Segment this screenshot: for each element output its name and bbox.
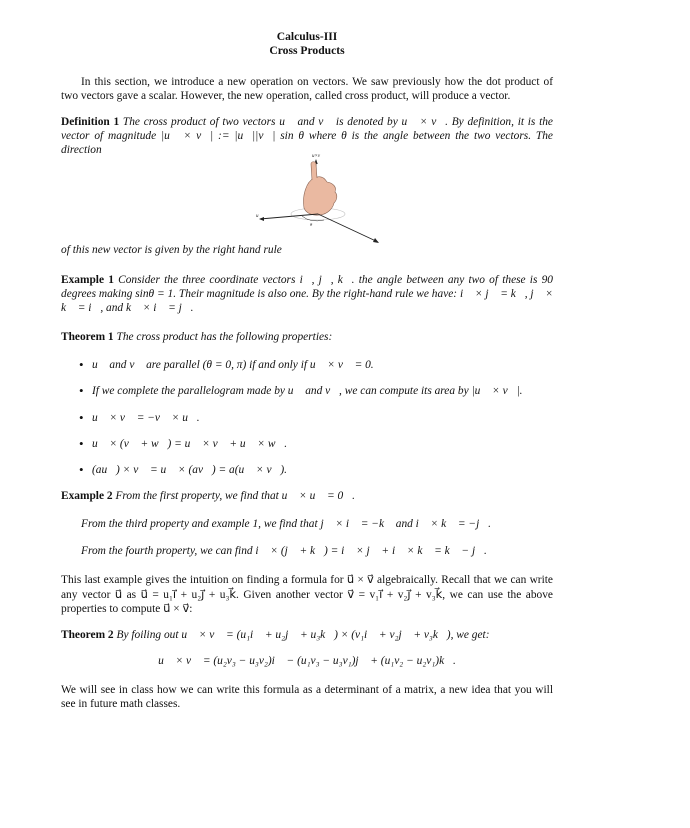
example-1-label: Example 1: [61, 273, 114, 286]
figure-label-uxv: u×v: [311, 154, 321, 159]
property-item: • u⃗ × v⃗ = −v⃗ × u⃗.: [61, 411, 553, 425]
definition-label: Definition 1: [61, 115, 120, 128]
property-item: • u⃗ × (v⃗ + w⃗) = u⃗ × v⃗ + u⃗ × w⃗.: [61, 437, 553, 451]
example-2-line-2: From the third property and example 1, we find that j⃗ × i⃗ = −k⃗ and i⃗ × k⃗ = −j⃗.: [81, 517, 491, 530]
example-2-line-3: From the fourth property, we can find i⃗ × (j⃗ + k⃗) = i⃗ × j⃗ + i⃗ × k⃗ = k⃗ − j⃗.: [81, 545, 487, 558]
figure-label-u: u: [256, 214, 259, 219]
definition-body: The cross product of two vectors u⃗ and v⃗ is denoted by u⃗ × v⃗. By definition, it is the vector of magnitude |u⃗ × v⃗| := |u⃗||v⃗| sin θ where θ is the angle between the two vectors. The direction: [61, 115, 553, 157]
closing-paragraph: We will see in class how we can write this formula as a determinant of a matrix, a new idea that you will see in future math classes.: [61, 683, 553, 711]
property-item: • If we complete the parallelogram made by u⃗ and v⃗, we can compute its area by |u⃗ × v⃗|.: [61, 384, 553, 398]
example-1: [61, 273, 553, 316]
property-item: • (au⃗) × v⃗ = u⃗ × (av⃗) = a(u⃗ × v⃗).: [61, 463, 553, 477]
section-title: Cross Products: [269, 44, 345, 57]
theorem-1: [61, 330, 553, 344]
definition-continuation: of this new vector is given by the right hand rule: [61, 244, 282, 257]
thumb-illustration: [311, 162, 317, 180]
u-arrow: [260, 214, 318, 219]
example-2-label: Example 2: [61, 490, 113, 503]
theorem-2-body: By foiling out u⃗ × v⃗ = (u₁i⃗ + u₂j⃗ + u₃k⃗) × (v₁i⃗ + v₂j⃗ + v₃k⃗), we get:: [116, 629, 490, 642]
property-item: • u⃗ and v⃗ are parallel (θ = 0, π) if and only if u⃗ × v⃗ = 0.: [61, 358, 553, 372]
v-arrow: [318, 214, 378, 242]
right-hand-rule-figure: [250, 150, 390, 245]
course-title: Calculus-III: [276, 30, 338, 43]
theorem-1-body: The cross product has the following properties:: [116, 330, 333, 343]
example-2: [61, 489, 553, 503]
figure-label-theta: θ: [310, 222, 313, 227]
theorem-2: [61, 628, 553, 642]
intro-paragraph: In this section, we introduce a new operation on vectors. We saw previously how the dot product of two vectors gave a scalar. However, the new operation, called cross product, will produce a vector.: [61, 76, 553, 103]
intuition-paragraph: This last example gives the intuition on finding a formula for u⃗ × v⃗ algebraically. Recall that we can write any vector u⃗ as u⃗ = u₁i⃗ + u₂j⃗ + u₃k⃗. Given another vector v⃗ = v₁i⃗ + v₂j⃗ + v₃k⃗, we can use the above properties to compute u⃗ × v⃗:: [61, 574, 553, 615]
hand-illustration: [303, 177, 336, 216]
cross-product-formula: u⃗ × v⃗ = (u₂v₃ − u₃v₂)i⃗ − (u₁v₃ − u₃v₁)j⃗ + (u₁v₂ − u₂v₁)k⃗.: [158, 654, 456, 667]
theorem-2-label: Theorem 2: [61, 629, 114, 642]
u-arrowhead: [259, 217, 264, 221]
theorem-1-label: Theorem 1: [61, 330, 114, 343]
property-list: [61, 358, 553, 477]
v-arrowhead: [373, 238, 379, 243]
example-1-body: Consider the three coordinate vectors i⃗, j⃗, k⃗. the angle between any two of these is 90 degrees making sinθ = 1. Their magnitude is also one. By the right-hand rule we have: i⃗ × j⃗ = k⃗, j⃗ × k⃗ = i⃗, and k⃗ × i⃗ = j⃗.: [61, 273, 553, 315]
example-2-line-1: From the first property, we find that u⃗ × u⃗ = 0⃗.: [115, 490, 355, 503]
document-page: [61, 30, 553, 711]
